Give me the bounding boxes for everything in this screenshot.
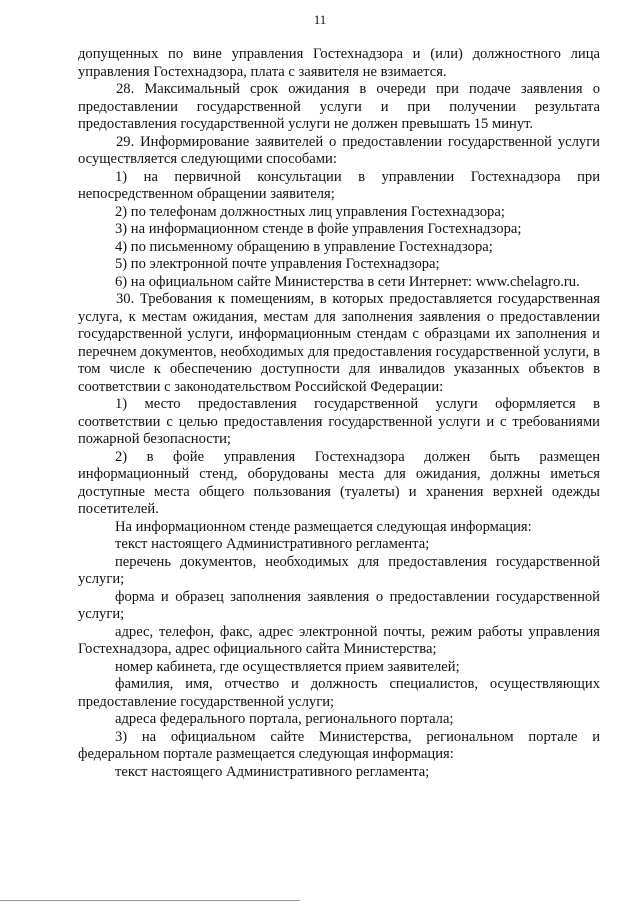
list-item: перечень документов, необходимых для предоставления государственной услуги;	[78, 553, 600, 587]
list-item: 5) по электронной почте управления Гостехнадзора;	[115, 256, 440, 272]
document-body	[78, 46, 600, 781]
list-item: фамилия, имя, отчество и должность специалистов, осуществляющих предоставление государственной услуги;	[78, 676, 600, 710]
list-item: текст настоящего Административного регламента;	[115, 763, 430, 780]
paragraph-30: 30. Требования к помещениям, в которых предоставляется государственная услуга, к местам ожидания, местам для заполнения заявления о предоставлении государственной услуги, информационным стендам с образцами их заполнения и перечнем документов, необходимых для предоставления государственной услуги, в том числе к обеспечению доступности для инвалидов указанных объектов в соответствии с законодательством Российской Федерации:	[78, 291, 600, 395]
paragraph-29: 29. Информирование заявителей о предоставлении государственной услуги осуществляется следующими способами:	[78, 133, 600, 167]
list-item: 6) на официальном сайте Министерства в сети Интернет: www.chelagro.ru.	[115, 273, 580, 290]
list-item: текст настоящего Административного регламента;	[115, 536, 430, 552]
list-item: адрес, телефон, факс, адрес электронной почты, режим работы управления Гостехнадзора, адрес официального сайта Министерства;	[78, 623, 600, 657]
list-item: 2) в фойе управления Гостехнадзора должен быть размещен информационный стенд, оборудованы места для ожидания, должны иметься доступные места общего пользования (туалеты) и хранения верхней одежды посетителей.	[78, 448, 600, 517]
list-item: 1) место предоставления государственной услуги оформляется в соответствии с целью предоставления государственной услуги и с требованиями пожарной безопасности;	[78, 396, 600, 447]
page-number: 11	[313, 12, 327, 27]
paragraph-continuation: допущенных по вине управления Гостехнадзора и (или) должностного лица управления Гостехнадзора, плата с заявителя не взимается.	[78, 46, 600, 80]
paragraph-28: 28. Максимальный срок ожидания в очереди при подаче заявления о предоставлении государственной услуги и при получении результата предоставления государственной услуги не должен превышать 15 минут.	[78, 81, 600, 132]
footer-divider	[0, 900, 300, 901]
list-item: 2) по телефонам должностных лиц управления Гостехнадзора;	[115, 203, 505, 220]
list-item: форма и образец заполнения заявления о предоставлении государственной услуги;	[78, 588, 600, 622]
list-item: 3) на информационном стенде в фойе управления Гостехнадзора;	[115, 221, 522, 237]
list-item: номер кабинета, где осуществляется прием заявителей;	[115, 658, 460, 675]
list-item: 4) по письменному обращению в управление Гостехнадзора;	[115, 238, 493, 255]
paragraph: На информационном стенде размещается следующая информация:	[115, 518, 532, 535]
list-item: 3) на официальном сайте Министерства, региональном портале и федеральном портале размещается следующая информация:	[78, 728, 600, 762]
list-item: 1) на первичной консультации в управлении Гостехнадзора при непосредственном обращении заявителя;	[78, 168, 600, 202]
list-item: адреса федерального портала, регионального портала;	[115, 711, 454, 727]
